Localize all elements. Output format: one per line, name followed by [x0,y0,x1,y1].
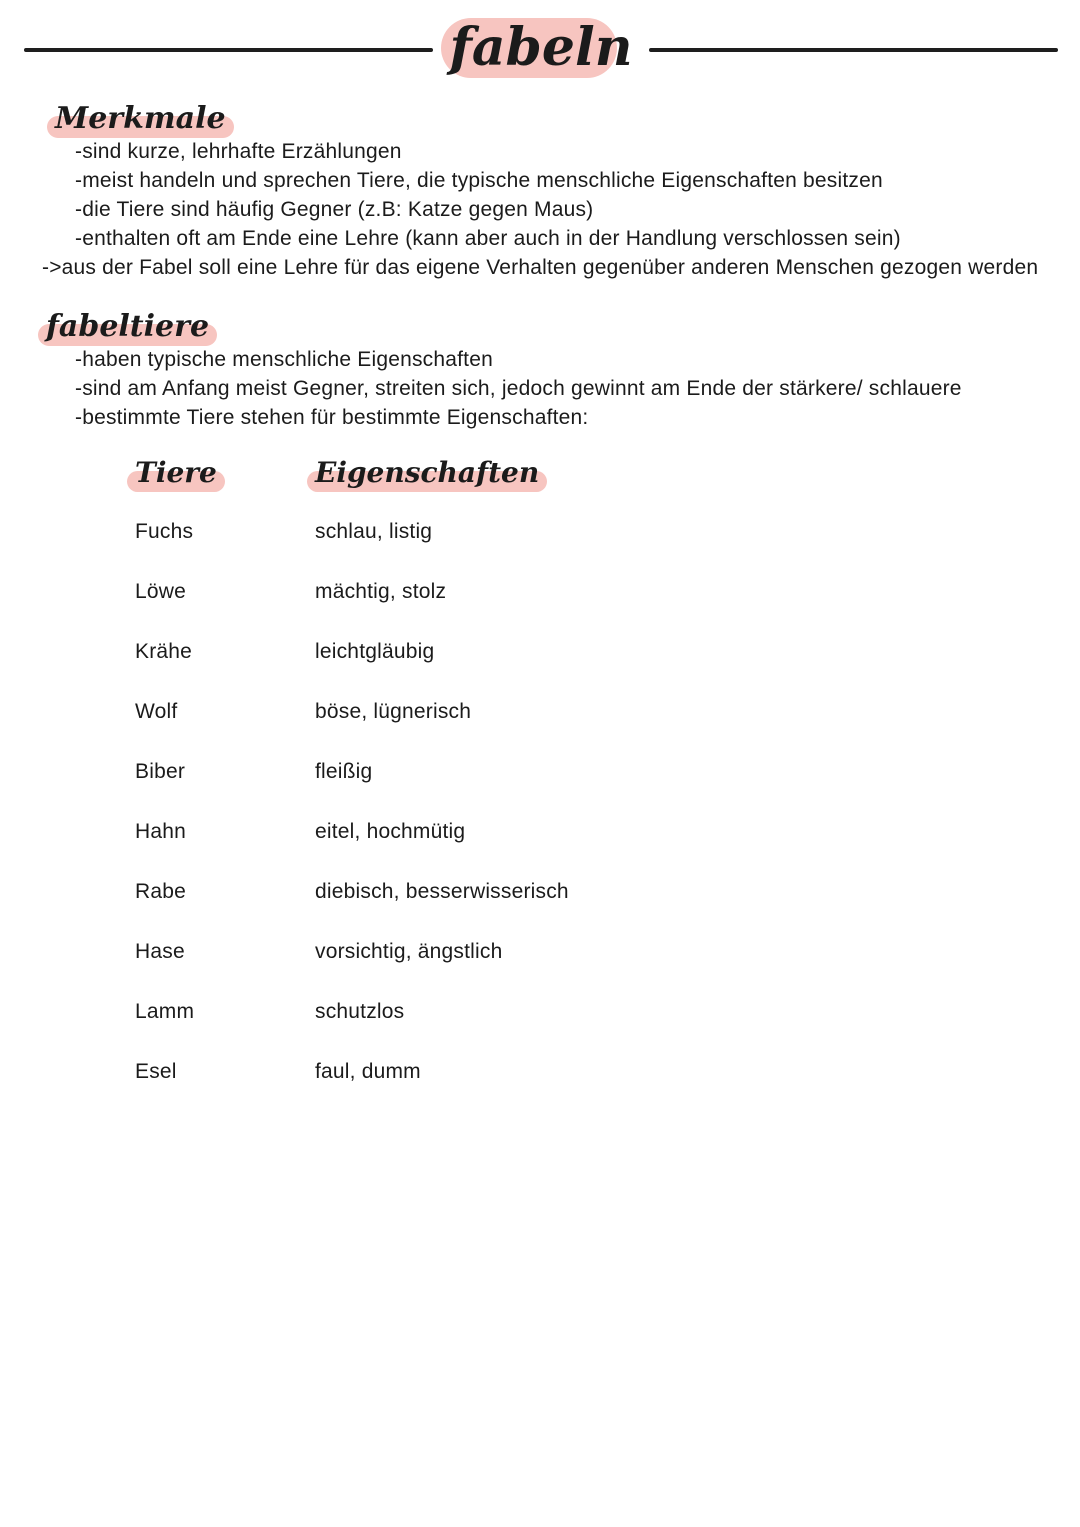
merkmale-bullet-2: -meist handeln und sprechen Tiere, die typische menschliche Eigenschaften besitzen [75,169,883,192]
table-row [135,700,1080,760]
table-row [135,1060,1080,1120]
merkmale-bullet-4: -enthalten oft am Ende eine Lehre (kann aber auch in der Handlung verschlossen sein) [75,227,901,250]
merkmale-bullet-3: -die Tiere sind häufig Gegner (z.B: Katze gegen Maus) [75,198,594,221]
section-fabeltiere-heading-text: fabeltiere [46,309,210,344]
animal-name: Rabe [135,880,187,903]
animal-name: Löwe [135,580,187,603]
animal-name: Krähe [135,640,193,663]
animal-traits: vorsichtig, ängstlich [315,940,503,963]
animal-traits: diebisch, besserwisserisch [315,880,569,903]
animal-traits: leichtgläubig [315,640,435,663]
merkmale-bullet-1: -sind kurze, lehrhafte Erzählungen [75,140,402,163]
animal-name: Hahn [135,820,187,843]
header-rule-right [649,48,1058,52]
column-header-eigenschaften-text: Eigenschaften [315,456,540,489]
table-row [135,940,1080,1000]
merkmale-arrow-note: ->aus der Fabel soll eine Lehre für das eigene Verhalten gegenüber anderen Menschen gezogen werden [42,256,1039,279]
animal-traits: faul, dumm [315,1060,421,1083]
animal-name: Wolf [135,700,178,723]
table-row [135,820,1080,880]
table-row [135,640,1080,700]
animal-table-header [135,458,1080,520]
animal-traits: schlau, listig [315,520,433,543]
animal-traits: mächtig, stolz [315,580,447,603]
animal-traits: eitel, hochmütig [315,820,466,843]
section-merkmale [0,102,1080,282]
fabeltiere-bullet-1: -haben typische menschliche Eigenschaften [75,348,493,371]
page-title [433,16,648,84]
section-fabeltiere-heading [46,310,1080,343]
animal-name: Esel [135,1060,177,1083]
table-row [135,580,1080,640]
column-header-tiere-text: Tiere [135,456,217,489]
column-header-tiere [135,458,315,489]
fabeltiere-bullet-2: -sind am Anfang meist Gegner, streiten sich, jedoch gewinnt am Ende der stärkere/ schlauere [75,377,962,400]
page-title-text: fabeln [439,16,642,84]
animal-traits: fleißig [315,760,373,783]
animal-name: Fuchs [135,520,194,543]
column-header-eigenschaften [315,458,1080,489]
header-rule-left [24,48,433,52]
table-row [135,760,1080,820]
section-merkmale-heading-text: Merkmale [55,101,226,136]
animal-name: Biber [135,760,186,783]
table-row [135,1000,1080,1060]
page-header [0,8,1080,92]
animal-traits: schutzlos [315,1000,405,1023]
fabeltiere-bullet-3: -bestimmte Tiere stehen für bestimmte Eigenschaften: [75,406,589,429]
table-row [135,880,1080,940]
animal-name: Hase [135,940,185,963]
animal-traits: böse, lügnerisch [315,700,472,723]
animal-name: Lamm [135,1000,195,1023]
animal-traits-table [135,458,1080,1120]
section-fabeltiere [0,310,1080,432]
table-row [135,520,1080,580]
section-merkmale-heading [55,102,1080,135]
